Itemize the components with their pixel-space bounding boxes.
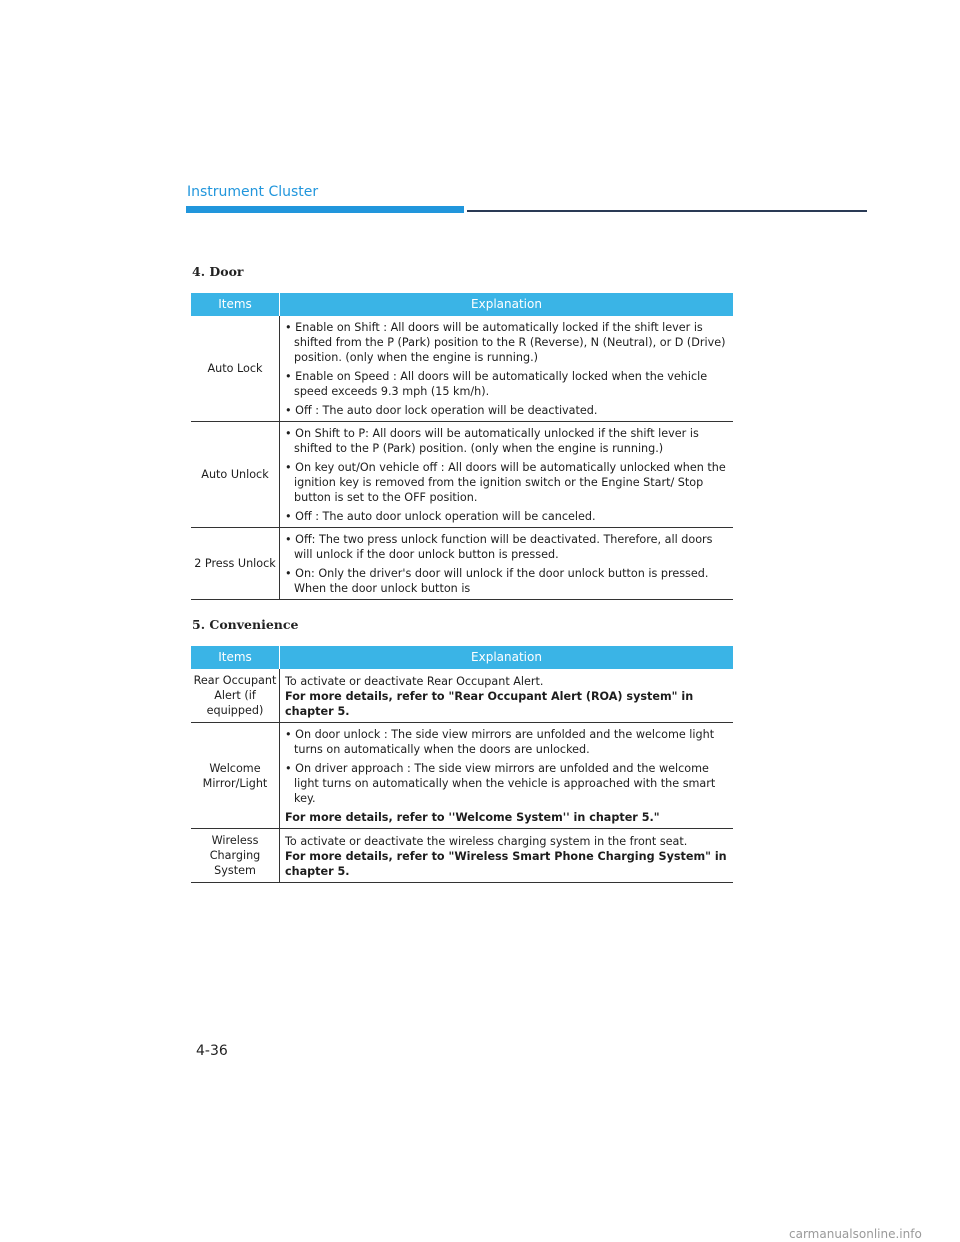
explanation-cell (280, 829, 734, 883)
reference-note: For more details, refer to "Wireless Smart Phone Charging System" in chapter 5. (285, 849, 727, 878)
explanation-cell (280, 723, 734, 829)
bullet-item: • On: Only the driver's door will unlock if the door unlock button is pressed. When the door unlock button is (285, 566, 729, 596)
item-rear-occupant-alert: Rear Occupant Alert (if equipped) (191, 669, 280, 723)
table-row (191, 669, 733, 723)
item-wireless-charging-system: Wireless Charging System (191, 829, 280, 883)
bullet-item: • Off: The two press unlock function will be deactivated. Therefore, all doors will unlock if the door unlock button is pressed. (285, 532, 729, 562)
table-header-row (191, 293, 733, 316)
item-auto-lock: Auto Lock (191, 316, 280, 422)
explanation-cell (280, 422, 734, 528)
item-2-press-unlock: 2 Press Unlock (191, 528, 280, 600)
table-row (191, 316, 733, 422)
table-row (191, 422, 733, 528)
item-auto-unlock: Auto Unlock (191, 422, 280, 528)
door-settings-table (191, 293, 733, 600)
bullet-item: • Enable on Shift : All doors will be automatically locked if the shift lever is shifted from the P (Park) position to the R (Reverse), N (Neutral), or D (Drive) position. (only when the engine is running.) (285, 320, 729, 365)
explanation-text: To activate or deactivate Rear Occupant Alert. (285, 674, 544, 688)
item-welcome-mirror-light: Welcome Mirror/Light (191, 723, 280, 829)
bullet-item: • On Shift to P: All doors will be automatically unlocked if the shift lever is shifted to the P (Park) position. (only when the engine is running.) (285, 426, 729, 456)
bullet-item: • Off : The auto door unlock operation will be canceled. (285, 509, 729, 524)
reference-note: For more details, refer to "Rear Occupant Alert (ROA) system" in chapter 5. (285, 689, 694, 718)
bullet-item: • On key out/On vehicle off : All doors will be automatically unlocked when the ignition key is removed from the ignition switch or the Engine Start/ Stop button is set to the OFF position. (285, 460, 729, 505)
table-row (191, 528, 733, 600)
section-title-door: 4. Door (192, 264, 244, 279)
chapter-title: Instrument Cluster (187, 184, 319, 200)
page-number: 4-36 (196, 1043, 228, 1059)
reference-note: For more details, refer to ''Welcome System'' in chapter 5." (285, 811, 660, 824)
column-header-items: Items (191, 646, 280, 669)
table-header-row (191, 646, 733, 669)
bullet-item: • On driver approach : The side view mirrors are unfolded and the welcome light turns on automatically when the vehicle is approached with the smart key. (285, 761, 729, 806)
convenience-settings-table (191, 646, 733, 883)
bullet-item: • Off : The auto door lock operation will be deactivated. (285, 403, 729, 418)
explanation-cell (280, 316, 734, 422)
explanation-text: To activate or deactivate the wireless charging system in the front seat. (285, 834, 688, 848)
bullet-item: • Enable on Speed : All doors will be automatically locked when the vehicle speed exceeds 9.3 mph (15 km/h). (285, 369, 729, 399)
explanation-cell (280, 528, 734, 600)
table-row (191, 829, 733, 883)
bullet-item: • On door unlock : The side view mirrors are unfolded and the welcome light turns on automatically when the doors are unlocked. (285, 727, 729, 757)
header-rule (467, 210, 867, 212)
explanation-cell (280, 669, 734, 723)
watermark: carmanualsonline.info (789, 1227, 922, 1241)
section-title-convenience: 5. Convenience (192, 617, 299, 632)
column-header-explanation: Explanation (280, 293, 734, 316)
table-row (191, 723, 733, 829)
header-rule-accent (186, 206, 464, 213)
column-header-items: Items (191, 293, 280, 316)
column-header-explanation: Explanation (280, 646, 734, 669)
